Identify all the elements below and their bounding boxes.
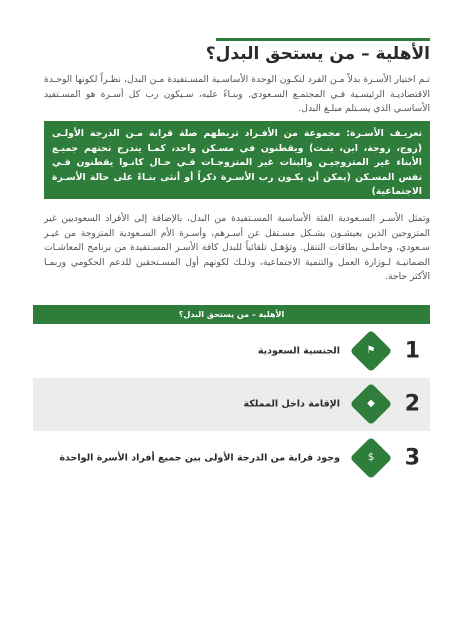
saudi-map-icon: ◆ — [350, 383, 392, 425]
eligibility-row — [33, 378, 430, 432]
family-definition-box: تعريـف الأسـرة: مجموعة من الأفـراد تربطهم صلة قرابة مـن الدرجة الأولـى (زوج، زوجة، ابن، بنـت) ويقطنون في مسـكن واحد، كمـا يندرج تحتهم جميـع الأبناء غير المتزوجيـن والبنات غير المتزوجـات فـي حـال كانـوا يقطنون فـي نفس المسـكن (يمكن أن يكـون رب الأسـرة ذكراً أو أنثى بنـاءً على حالة الأسـرة الاجتماعية) — [44, 121, 430, 199]
saudi-flag-icon: ⚑ — [350, 330, 392, 372]
row-number: 3 — [404, 445, 420, 471]
row-number: 2 — [404, 391, 420, 417]
row-label: الجنسية السعودية — [257, 345, 340, 357]
eligibility-table — [33, 305, 430, 485]
title-underline — [216, 38, 430, 41]
eligibility-row — [33, 431, 430, 485]
money-icon: $ — [350, 437, 392, 479]
intro-paragraph: تـم اختيار الأسـرة بدلاً مـن الفرد لتكـون الوحدة الأساسـية المسـتفيدة مـن البدل، نظـراً لكونها الوحـدة الاقتصاديـة الرئيسـية فـي المجتمـع السـعودي. وبنـاءً عليه، سـيكون رب كل أسـرة هو المسـتفيد الأساسـي الذي يسـتلم مبلـغ البدل. — [44, 74, 430, 114]
row-number: 1 — [404, 338, 420, 364]
beneficiaries-paragraph: وتمثل الأسـر السـعودية الفئة الأساسية المسـتفيدة من البدل، بالإضافة إلى الأفراد السعوديين غير المتزوجين الذين يعيشـون بشـكل مسـتقل عن أسـرهم، وأسـرة الأم السـعودية المتزوجة من غيـر سـعودي، وحاملـي بطاقات التنقل. وتؤهـل تلقائياً للبدل كافة الأسـر المسـتفيدة من برنامج المعاشـات الضمانيـة لـوزارة العمل والتنمية الاجتماعية، وذلـك لكونهم أول المسـتحقين للدعم الحكومي وربمـا الأكثر حاجة. — [44, 213, 430, 282]
eligibility-table-header: الأهلية – من يستحق البدل؟ — [33, 305, 430, 324]
row-label: الإقامة داخل المملكة — [243, 398, 340, 410]
eligibility-row — [33, 324, 430, 378]
row-label: وجود قرابة من الدرجة الأولى بين جميع أفراد الأسرة الواحدة — [59, 452, 340, 464]
page-title: الأهلية – من يستحق البدل؟ — [205, 44, 430, 64]
